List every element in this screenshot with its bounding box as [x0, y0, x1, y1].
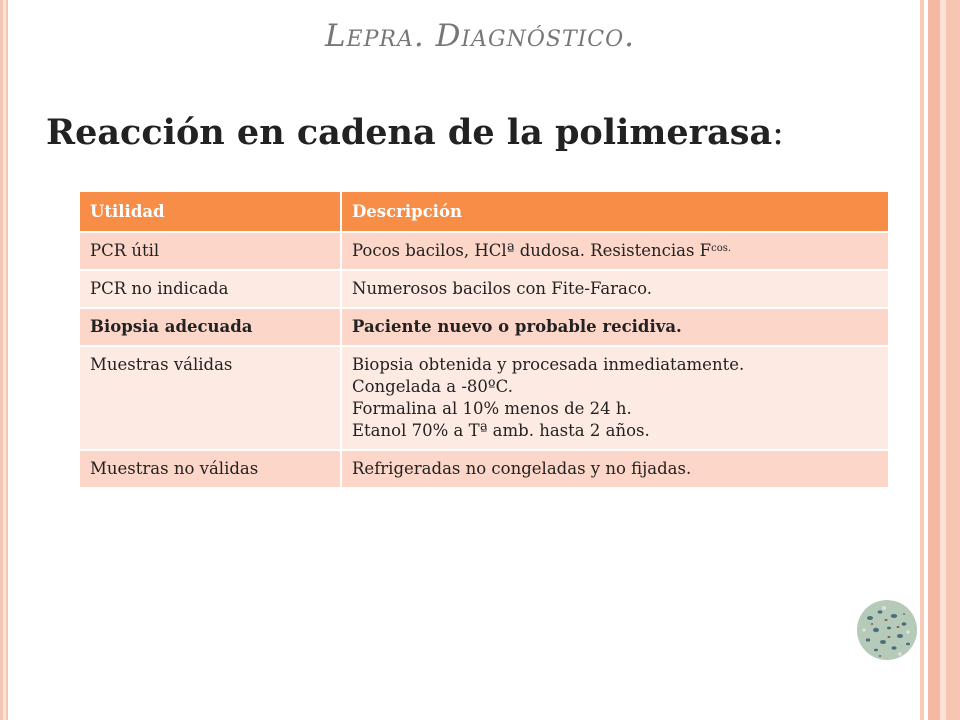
table-header-row [80, 192, 888, 232]
right-decorative-stripes [916, 0, 960, 720]
bacilli-microscopy-icon [856, 600, 918, 660]
subtitle-colon: : [772, 113, 784, 153]
desc-line: Congelada a -80ºC. [352, 377, 513, 396]
desc-line: Etanol 70% a Tª amb. hasta 2 años. [352, 421, 650, 440]
cell-utilidad: Muestras válidas [80, 346, 341, 450]
table-row [80, 232, 888, 270]
slide-subtitle [46, 112, 784, 153]
desc-line: Formalina al 10% menos de 24 h. [352, 399, 632, 418]
cell-descripcion [341, 346, 888, 450]
header-utilidad: Utilidad [80, 192, 341, 232]
desc-text: Pocos bacilos, HClª dudosa. Resistencias F [352, 241, 712, 260]
desc-line: Biopsia obtenida y procesada inmediatamente. [352, 355, 745, 374]
table-row [80, 450, 888, 488]
cell-descripcion: Refrigeradas no congeladas y no fijadas. [341, 450, 888, 488]
table-row [80, 308, 888, 346]
cell-descripcion: Numerosos bacilos con Fite-Faraco. [341, 270, 888, 308]
cell-utilidad: PCR no indicada [80, 270, 341, 308]
cell-descripcion [341, 232, 888, 270]
microscopy-image [856, 600, 918, 660]
subtitle-text: Reacción en cadena de la polimerasa [46, 112, 773, 153]
cell-utilidad: PCR útil [80, 232, 341, 270]
pcr-table [80, 192, 888, 489]
desc-superscript: cos. [711, 243, 732, 254]
left-decorative-border [0, 0, 12, 720]
table-row [80, 270, 888, 308]
cell-descripcion: Paciente nuevo o probable recidiva. [341, 308, 888, 346]
slide-title: Lepra. Diagnóstico. [324, 18, 636, 54]
cell-utilidad: Biopsia adecuada [80, 308, 341, 346]
header-descripcion: Descripción [341, 192, 888, 232]
table-row [80, 346, 888, 450]
cell-utilidad: Muestras no válidas [80, 450, 341, 488]
